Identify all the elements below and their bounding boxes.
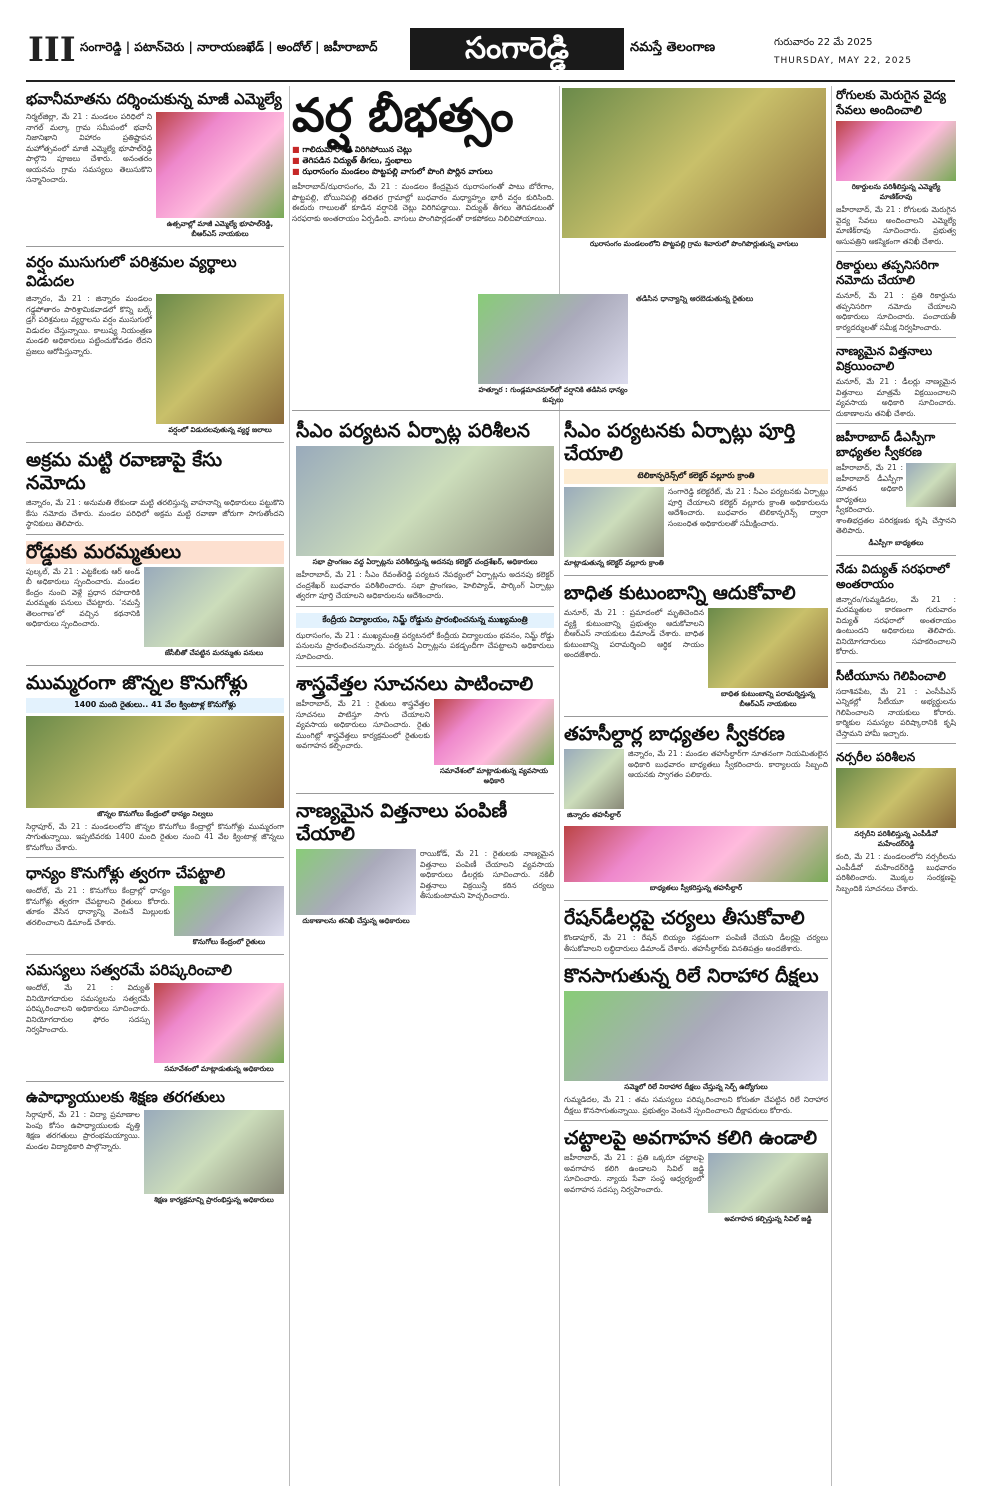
- article-body: జిన్నారం/గుమ్మడిదల, మే 21 : మరమ్మతుల కారణంగా గురువారం విద్యుత్ సరఫరాలో అంతరాయం ఉంటుందని అధికారులు తెలిపారు. వినియోగదారులు సహకరించాలని కోరారు.: [836, 594, 956, 656]
- photo: [156, 294, 284, 424]
- photo: [906, 463, 956, 507]
- article-body: గుమ్మడిదల, మే 21 : తమ సమస్యలు పరిష్కరించాలని కోరుతూ చేపట్టిన రిలే నిరాహార దీక్షలు కొనసాగుతున్నాయి. ప్రభుత్వం వెంటనే స్పందించాలని దీక్షాపరులు కోరారు.: [564, 1095, 828, 1115]
- photo-caption: తడిసిన ధాన్యాన్ని ఆరబెడుతున్న రైతులు: [636, 294, 754, 303]
- photo: [434, 699, 554, 765]
- strip: 1400 మంది రైతులు.. 41 వేల క్వింటాళ్ల కొనుగోళ్లు: [26, 698, 284, 713]
- lead-subhead-2: ■ తెగిపడిన విద్యుత్ తీగలు, స్తంభాలు: [292, 156, 412, 165]
- photo: [564, 487, 664, 557]
- photo-caption: సభా ప్రాంగణం వద్ద ఏర్పాట్లను పరిశీలిస్తున్న అదనపు కలెక్టర్ చంద్రశేఖర్, అధికారులు: [312, 558, 538, 566]
- strip: కేంద్రీయ విద్యాలయం, నిమ్జ్‌ రోడ్డును ప్రారంభించనున్న ముఖ్యమంత్రి: [296, 613, 554, 628]
- photo: [836, 121, 956, 181]
- article-body: రాయికోడ్, మే 21 : రైతులకు నాణ్యమైన విత్తనాలు పంపిణీ చేయాలని వ్యవసాయ అధికారులు డీలర్లకు సూచించారు. నకిలీ విత్తనాలు విక్రయిస్తే కఠిన చర్యలు తీసుకుంటామని హెచ్చరించారు.: [420, 849, 554, 900]
- headline: నర్సరీల పరిశీలన: [836, 750, 916, 764]
- photo: [564, 826, 828, 882]
- headline: నాణ్యమైన విత్తనాలు పంపిణీ చేయాలి: [296, 800, 508, 845]
- headline: రికార్డులు తప్పనిసరిగా నమోదు చేయాలి: [836, 258, 939, 287]
- photo: [564, 991, 828, 1081]
- photo-caption: ఉత్సవాల్లో మాజీ ఎమ్మెల్యే భూపాల్‌రెడ్డి, బీఆర్‌ఎస్ నాయకులు: [166, 220, 274, 238]
- photo-caption: సమ్మెలో రిలే నిరాహార దీక్షలు చేస్తున్న సెర్ప్ ఉద్యోగులు: [624, 1083, 768, 1091]
- headline: చట్టాలపై అవగాహన కలిగి ఉండాలి: [564, 1127, 818, 1149]
- lead-photo-grain: [478, 294, 628, 384]
- headline: సీటీయూను గెలిపించాలి: [836, 668, 946, 683]
- article-victim-family: [564, 582, 828, 717]
- headline: సమస్యలు సత్వరమే పరిష్కరించాలి: [26, 961, 232, 979]
- photo-caption: అవగాహన కల్పిస్తున్న సివిల్ జడ్జి: [724, 1215, 812, 1223]
- photo-caption: కొనుగోలు కేంద్రంలో రైతులు: [192, 938, 266, 946]
- article-grain: [26, 864, 284, 955]
- photo-caption: శిక్షణ కార్యక్రమాన్ని ప్రారంభిస్తున్న అధికారులు: [154, 1196, 274, 1204]
- article-body: జిన్నారం, మే 21 : జిన్నారం మండలం గడ్డపోతారం పారిశ్రామికవాడలో కొన్ని బల్క్ డ్రగ్ పరిశ్రమలు వ్యర్థాలను వర్షం ముసుగులో విడుదల చేస్తున్నాయి. కాలుష్య నియంత్రణ మండలి అధికారులు పట్టించుకోవడం లేదని ప్రజలు ఆరోపిస్తున్నారు.: [26, 294, 152, 356]
- article-laws: [564, 1127, 828, 1231]
- article-waste: [26, 253, 284, 443]
- article-body: జహీరాబాద్, మే 21 : రైతులు శాస్త్రవేత్తల సూచనలు పాటిస్తూ సాగు చేయాలని వ్యవసాయ అధికారులు సూచించారు. రైతు ముంగిట్లో శాస్త్రవేత్తలు కార్యక్రమంలో రైతులకు అవగాహన కల్పించారు.: [296, 699, 430, 750]
- article-bhavani: [26, 90, 284, 247]
- photo: [296, 446, 554, 556]
- article-road: [26, 541, 284, 666]
- article-records: [836, 258, 956, 338]
- headline: నాణ్యమైన విత్తనాలు విక్రయించాలి: [836, 344, 933, 373]
- headline: ఉపాధ్యాయులకు శిక్షణ తరగతులు: [26, 1088, 225, 1106]
- article-body: జహీరాబాద్, మే 21 : జహీరాబాద్ డీఎస్పీగా నూతన అధికారి బాధ్యతలు స్వీకరించారు. శాంతిభద్రతల పరిరక్షణకు కృషి చేస్తానని తెలిపారు.: [836, 463, 956, 535]
- photo: [144, 1110, 284, 1194]
- photo-caption: నర్సరీని పరిశీలిస్తున్న ఎంపీడీవో మహేందర్‌రెడ్డి: [854, 830, 938, 848]
- subhead-text: తెగిపడిన విద్యుత్ తీగలు, స్తంభాలు: [302, 156, 412, 165]
- article-soil: [26, 449, 284, 535]
- headline: బాధిత కుటుంబాన్ని ఆదుకోవాలి: [564, 582, 796, 604]
- photo-caption: జొన్నల కొనుగోలు కేంద్రంలో ధాన్యం నిల్వలు: [97, 809, 213, 818]
- photo: [144, 567, 284, 647]
- article-teachers: [26, 1088, 284, 1212]
- article-body: నిర్మల్‌జిల్లా, మే 21 : మండలం పరిధిలో ని నాగల్ మల్కా గ్రామ సమీపంలో భవానీ నిజానిఖాని విహారం ప్రతిష్టాపన మహోత్సవంలో మాజీ ఎమ్మెల్యే భూపాల్‌రెడ్డి పాల్గొని పూజలు చేశారు. అనంతరం ఆయనను గ్రామ సమస్యలు తెలుసుకొని సన్మానించారు.: [26, 112, 152, 184]
- article-body: సిర్గాపూర్, మే 21 : మండలంలోని జొన్నల కొనుగోలు కేంద్రాల్లో కొనుగోళ్లు ముమ్మరంగా సాగుతున్నాయి. ఇప్పటివరకు 1400 మంది రైతుల నుంచి 41 వేల క్వింటాళ్ల జొన్నలు కొనుగోలు చేశారు.: [26, 821, 284, 852]
- photo-caption: వర్షంలో విడుదలవుతున్న వ్యర్థ జలాలు: [168, 426, 272, 434]
- date-telugu: గురువారం 22 మే 2025: [774, 37, 873, 48]
- photo: [26, 716, 284, 808]
- article-kendriya: [296, 613, 554, 668]
- headline: రోడ్డుకు మరమ్మతులు: [26, 541, 284, 564]
- headline: ముమ్మరంగా జొన్నల కొనుగోళ్లు: [26, 671, 248, 694]
- lead-headline: వర్ష బీభత్సం: [292, 88, 514, 142]
- article-body: జహీరాబాద్, మే 21 : సీఎం రేవంత్‌రెడ్డి పర్యటన నేపథ్యంలో ఏర్పాట్లను అదనపు కలెక్టర్ చంద్రశేఖర్ బుధవారం పరిశీలించారు. సభా ప్రాంగణం, హెలిప్యాడ్, పార్కింగ్ ఏర్పాట్లు త్వరగా పూర్తి చేయాలని అధికారులను ఆదేశించారు.: [296, 570, 554, 600]
- article-body: పుల్కల్, మే 21 : ఎట్టకేలకు ఆర్ అండ్ బీ అధికారులు స్పందించారు. మండల కేంద్రం నుంచి వెళ్లే ప్రధాన రహదారికి మరమ్మతు పనులు చేపట్టారు. ‘నమస్తే తెలంగాణ’లో వచ్చిన కథనానికి అధికారులు స్పందించారు.: [26, 566, 140, 628]
- article-scientists: [296, 673, 554, 794]
- photo-caption: హత్నూర : గుండ్లమాచనూర్‌లో వర్షానికి తడిసిన ధాన్యం కుప్పలు: [478, 386, 628, 404]
- right-center-column: [564, 420, 828, 1496]
- date-english: THURSDAY, MAY 22, 2025: [774, 56, 912, 66]
- lead-story: [292, 88, 830, 411]
- article-nursery: [836, 750, 956, 898]
- headline: తహసీల్దార్ల బాధ్యతల స్వీకరణ: [564, 723, 785, 745]
- article-dsp: [836, 430, 956, 556]
- photo-caption: జేసీబీతో చేపట్టిన మరమ్మతు పనులు: [164, 648, 264, 657]
- article-body: కంది, మే 21 : మండలంలోని నర్సరీలను ఎంపీడీవో మహేందర్‌రెడ్డి బుధవారం పరిశీలించారు. మొక్కల సంరక్షణపై సిబ్బందికి సూచనలు చేశారు.: [836, 852, 956, 893]
- article-hunger-strike: [564, 965, 828, 1121]
- photo-caption: సమావేశంలో మాట్లాడుతున్న వ్యవసాయ అధికారి: [439, 767, 549, 785]
- photo-caption: బాధ్యతలు స్వీకరిస్తున్న తహసీల్దార్: [649, 884, 743, 892]
- headline: శాస్త్రవేత్తల సూచనలు పాటించాలి: [296, 673, 534, 695]
- article-body: ఆందోల్, మే 21 : కొనుగోలు కేంద్రాల్లో ధాన్యం కొనుగోళ్లు త్వరగా చేపట్టాలని రైతులు కోరారు. తూకం వేసిన ధాన్యాన్ని వెంటనే మిల్లులకు తరలించాలని డిమాండ్ చేశారు.: [26, 886, 170, 927]
- photo-caption: డీఎస్పీగా బాధ్యతలు: [868, 538, 924, 547]
- article-body: మనూర్, మే 21 : ప్రమాదంలో మృతిచెందిన వ్యక్తి కుటుంబాన్ని ప్రభుత్వం ఆదుకోవాలని బీఆర్‌ఎస్ నాయకులు డిమాండ్ చేశారు. బాధిత కుటుంబాన్ని పరామర్శించి ఆర్థిక సాయం అందజేశారు.: [564, 608, 704, 659]
- headline: వర్షం ముసుగులో పరిశ్రమల వ్యర్థాలు విడుదల: [26, 253, 237, 290]
- lead-subhead-1: ■ గాలిదుమారానికి విరిగిపోయిన చెట్లు: [292, 145, 412, 154]
- article-body: ఝరాసంగం, మే 21 : ముఖ్యమంత్రి పర్యటనలో కేంద్రీయ విద్యాలయం భవనం, నిమ్జ్ రోడ్డు పనులను ప్రారంభించనున్నారు. పర్యటన ఏర్పాట్లను పకడ్బందీగా చేపట్టాలని అధికారులు సూచించారు.: [296, 630, 554, 661]
- article-body: జహీరాబాద్, మే 21 : రోగులకు మెరుగైన వైద్య సేవలు అందించాలని ఎమ్మెల్యే మాణిక్‌రావు సూచించారు. ప్రభుత్వ ఆసుపత్రిని ఆకస్మికంగా తనిఖీ చేశారు.: [836, 205, 956, 246]
- headline: సీఎం పర్యటనకు ఏర్పాట్లు పూర్తి చేయాలి: [564, 420, 796, 465]
- headline: సీఎం పర్యటన ఏర్పాట్ల పరిశీలన: [296, 420, 530, 442]
- article-tahsildars: [564, 723, 828, 901]
- right-column: [836, 88, 956, 1496]
- headline: రోగులకు మెరుగైన వైద్య సేవలు అందించాలి: [836, 88, 946, 117]
- page-number: III: [28, 30, 76, 70]
- subhead-text: ఝరాసంగం మండలం పొట్టపల్లి వాగులో పొంగి పొర్లిన వాగులు: [302, 167, 493, 176]
- photo-caption: సమావేశంలో మాట్లాడుతున్న అధికారులు: [164, 1065, 274, 1073]
- photo-caption: రికార్డులను పరిశీలిస్తున్న ఎమ్మెల్యే మాణిక్‌రావు: [851, 183, 941, 201]
- headline: ధాన్యం కొనుగోళ్లు త్వరగా చేపట్టాలి: [26, 864, 226, 882]
- article-body: జిన్నారం, మే 21 : అనుమతి లేకుండా మట్టి తరలిస్తున్న వాహనాన్ని అధికారులు పట్టుకొని కేసు నమోదు చేశారు. మండల పరిధిలో అక్రమ మట్టి రవాణా జోరుగా సాగుతోందని స్థానికులు తెలిపారు.: [26, 498, 284, 528]
- lead-subhead-3: ■ ఝరాసంగం మండలం పొట్టపల్లి వాగులో పొంగి పొర్లిన వాగులు: [292, 167, 493, 176]
- article-ctu: [836, 669, 956, 745]
- article-cm-visit-inspection: [296, 420, 554, 607]
- paper-name: నమస్తే తెలంగాణ: [630, 40, 716, 55]
- article-body: సిర్గాపూర్, మే 21 : విద్యా ప్రమాణాల పెంపు కోసం ఉపాధ్యాయులకు వృత్తి శిక్షణ తరగతులు ప్రారంభమయ్యాయి. మండల విద్యాధికారి పాల్గొన్నారు.: [26, 1110, 140, 1151]
- article-ration-dealers: [564, 907, 828, 959]
- headline: నేడు విద్యుత్ సరఫరాలో అంతరాయం: [836, 561, 950, 591]
- center-column: [296, 420, 554, 1496]
- article-body: ఆందోల్, మే 21 : విద్యుత్ వినియోగదారుల సమస్యలను సత్వరమే పరిష్కరించాలని అధికారులు సూచించారు. వినియోగదారుల ఫోరం సదస్సు నిర్వహించారు.: [26, 983, 150, 1034]
- lead-body: జహీరాబాద్/ఝరాసంగం, మే 21 : మండలం కేంద్రమైన ఝరాసంగంతో పాటు బోరేగాం, పొట్టపల్లి, బోయినిపల్లి తదితర గ్రామాల్లో బుధవారం మధ్యాహ్నం భారీ వర్షం కురిసింది. ఈదురు గాలులతో కూడిన వర్షానికి చెట్లు విరిగిపడ్డాయి. విద్యుత్ తీగలు తెగిపడటంతో సరఫరాకు అంతరాయం ఏర్పడింది. వాగులు పొంగిపొర్లడంతో రాకపోకలు నిలిచిపోయాయి.: [292, 182, 554, 223]
- article-body: కొండాపూర్, మే 21 : రేషన్ బియ్యం సక్రమంగా పంపిణీ చేయని డీలర్లపై చర్యలు తీసుకోవాలని లబ్ధిదారులు డిమాండ్ చేశారు. తహసీల్దార్‌కు వినతిపత్రం అందజేశారు.: [564, 933, 828, 953]
- photo: [564, 749, 624, 809]
- article-body: సంగారెడ్డి కలెక్టరేట్, మే 21 : సీఎం పర్యటనకు ఏర్పాట్లు పూర్తి చేయాలని కలెక్టర్ వల్లూరు క్రాంతి అధికారులను ఆదేశించారు. బుధవారం టెలికాన్ఫరెన్స్ ద్వారా సంబంధిత అధికారులతో సమీక్షించారు.: [668, 487, 828, 528]
- article-problems: [26, 961, 284, 1082]
- article-power-outage: [836, 562, 956, 663]
- photo-caption: జిన్నారం తహసీల్దార్: [567, 811, 621, 819]
- masthead: [26, 26, 955, 82]
- headline: కొనసాగుతున్న రిలే నిరాహార దీక్షలు: [564, 965, 819, 987]
- article-quality-seeds: [836, 344, 956, 424]
- headline: భవానీమాతను దర్శించుకున్న మాజీ ఎమ్మెల్యే: [26, 90, 282, 108]
- article-seeds: [296, 800, 554, 933]
- lead-photo-flood: [562, 88, 826, 238]
- article-cm-arrangements: [564, 420, 828, 576]
- edition-logo: సంగారెడ్డి: [410, 28, 624, 70]
- subhead-text: గాలిదుమారానికి విరిగిపోయిన చెట్లు: [302, 145, 412, 154]
- photo-caption: మాట్లాడుతున్న కలెక్టర్ వల్లూరు క్రాంతి: [564, 559, 664, 567]
- article-body: జహీరాబాద్, మే 21 : ప్రతి ఒక్కరూ చట్టాలపై అవగాహన కలిగి ఉండాలని సివిల్ జడ్జి సూచించారు. న్యాయ సేవా సంస్థ ఆధ్వర్యంలో అవగాహన సదస్సు నిర్వహించారు.: [564, 1153, 704, 1194]
- strip: టెలికాన్ఫరెన్స్‌లో కలెక్టర్ వల్లూరు క్రాంతి: [564, 469, 828, 484]
- left-column: [26, 90, 284, 1496]
- headline: జహీరాబాద్ డీఎస్పీగా బాధ్యతల స్వీకరణ: [836, 430, 936, 459]
- photo: [708, 1153, 828, 1213]
- article-medical: [836, 88, 956, 252]
- article-jowar: [26, 672, 284, 859]
- photo-caption: దుకాణాలను తనిఖీ చేస్తున్న అధికారులు: [302, 917, 410, 925]
- photo: [156, 112, 284, 218]
- headline: అక్రమ మట్టి రవాణాపై కేసు నమోదు: [26, 449, 223, 494]
- photo: [836, 768, 956, 828]
- article-body: మనూర్, మే 21 : ప్రతి రికార్డును తప్పనిసరిగా నమోదు చేయాలని అధికారులు సూచించారు. పంచాయతీ కార్యదర్శులతో సమీక్ష నిర్వహించారు.: [836, 291, 956, 332]
- photo-caption: ఝరాసంగం మండలంలోని పొట్టపల్లి గ్రామ శివారులో పొంగిపొర్లుతున్న వాగులు: [589, 240, 799, 248]
- photo: [296, 849, 416, 915]
- article-body: జిన్నారం, మే 21 : మండల తహసీల్దార్‌గా నూతనంగా నియమితులైన అధికారి బుధవారం బాధ్యతలు స్వీకరించారు. కార్యాలయ సిబ్బంది ఆయనకు స్వాగతం పలికారు.: [628, 749, 828, 779]
- photo-caption: బాధిత కుటుంబాన్ని పరామర్శిస్తున్న బీఆర్‌ఎస్ నాయకులు: [721, 690, 815, 708]
- photo: [154, 983, 284, 1063]
- article-body: సదాశివపేట, మే 21 : ఎంసీపీఎస్ ఎన్నికల్లో సీటీయూ అభ్యర్థులను గెలిపించాలని నాయకులు కోరారు. కార్మికుల సమస్యల పరిష్కారానికి కృషి చేస్తామని హామీ ఇచ్చారు.: [836, 686, 956, 738]
- photo: [708, 608, 828, 688]
- headline: రేషన్‌డీలర్లపై చర్యలు తీసుకోవాలి: [564, 907, 805, 929]
- article-body: మనూర్, మే 21 : డీలర్లు నాణ్యమైన విత్తనాలు మాత్రమే విక్రయించాలని వ్యవసాయ అధికారి సూచించారు. దుకాణాలను తనిఖీ చేశారు.: [836, 377, 956, 418]
- photo: [174, 886, 284, 936]
- edition-locations: సంగారెడ్డి | పటాన్‌చెరు | నారాయణఖేడ్ | అందోల్ | జహీరాబాద్: [80, 40, 378, 54]
